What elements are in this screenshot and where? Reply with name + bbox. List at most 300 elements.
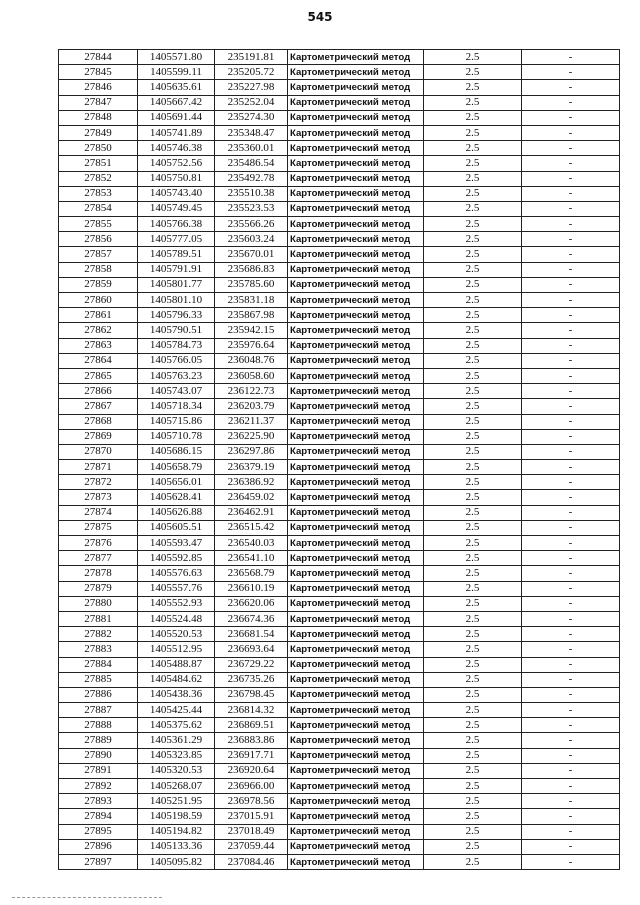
method-cell: Картометрический метод <box>288 232 424 247</box>
point-number-cell: 27865 <box>59 368 138 383</box>
y-coordinate-cell: 236462.91 <box>215 505 288 520</box>
accuracy-cell: 2.5 <box>424 353 522 368</box>
point-number-cell: 27880 <box>59 596 138 611</box>
accuracy-cell: 2.5 <box>424 581 522 596</box>
point-number-cell: 27856 <box>59 232 138 247</box>
y-coordinate-cell: 237059.44 <box>215 839 288 854</box>
table-row <box>59 505 620 520</box>
table-row <box>59 703 620 718</box>
accuracy-cell: 2.5 <box>424 110 522 125</box>
y-coordinate-cell: 237084.46 <box>215 854 288 869</box>
accuracy-cell: 2.5 <box>424 414 522 429</box>
note-cell: - <box>522 232 620 247</box>
note-cell: - <box>522 718 620 733</box>
accuracy-cell: 2.5 <box>424 95 522 110</box>
y-coordinate-cell: 235831.18 <box>215 293 288 308</box>
point-number-cell: 27844 <box>59 50 138 65</box>
method-cell: Картометрический метод <box>288 262 424 277</box>
table-row <box>59 384 620 399</box>
table-row <box>59 824 620 839</box>
point-number-cell: 27846 <box>59 80 138 95</box>
method-cell: Картометрический метод <box>288 854 424 869</box>
table-row <box>59 611 620 626</box>
method-cell: Картометрический метод <box>288 490 424 505</box>
method-cell: Картометрический метод <box>288 141 424 156</box>
method-cell: Картометрический метод <box>288 687 424 702</box>
accuracy-cell: 2.5 <box>424 141 522 156</box>
table-row <box>59 338 620 353</box>
method-cell: Картометрический метод <box>288 399 424 414</box>
accuracy-cell: 2.5 <box>424 687 522 702</box>
x-coordinate-cell: 1405686.15 <box>138 444 215 459</box>
point-number-cell: 27879 <box>59 581 138 596</box>
table-row <box>59 475 620 490</box>
x-coordinate-cell: 1405438.36 <box>138 687 215 702</box>
y-coordinate-cell: 235566.26 <box>215 217 288 232</box>
page-number: 545 <box>307 10 333 24</box>
accuracy-cell: 2.5 <box>424 368 522 383</box>
table-row <box>59 429 620 444</box>
x-coordinate-cell: 1405488.87 <box>138 657 215 672</box>
point-number-cell: 27885 <box>59 672 138 687</box>
note-cell: - <box>522 596 620 611</box>
table-row <box>59 748 620 763</box>
table-row <box>59 141 620 156</box>
accuracy-cell: 2.5 <box>424 338 522 353</box>
note-cell: - <box>522 65 620 80</box>
y-coordinate-cell: 236620.06 <box>215 596 288 611</box>
table-row <box>59 854 620 869</box>
point-number-cell: 27881 <box>59 611 138 626</box>
method-cell: Картометрический метод <box>288 368 424 383</box>
accuracy-cell: 2.5 <box>424 201 522 216</box>
note-cell: - <box>522 50 620 65</box>
accuracy-cell: 2.5 <box>424 262 522 277</box>
table-row <box>59 627 620 642</box>
method-cell: Картометрический метод <box>288 444 424 459</box>
y-coordinate-cell: 236883.86 <box>215 733 288 748</box>
table-row <box>59 581 620 596</box>
x-coordinate-cell: 1405749.45 <box>138 201 215 216</box>
x-coordinate-cell: 1405710.78 <box>138 429 215 444</box>
accuracy-cell: 2.5 <box>424 65 522 80</box>
table-row <box>59 201 620 216</box>
note-cell: - <box>522 642 620 657</box>
point-number-cell: 27869 <box>59 429 138 444</box>
table-row <box>59 763 620 778</box>
y-coordinate-cell: 236917.71 <box>215 748 288 763</box>
note-cell: - <box>522 384 620 399</box>
table-row <box>59 687 620 702</box>
method-cell: Картометрический метод <box>288 460 424 475</box>
table-row <box>59 718 620 733</box>
method-cell: Картометрический метод <box>288 551 424 566</box>
accuracy-cell: 2.5 <box>424 277 522 292</box>
accuracy-cell: 2.5 <box>424 733 522 748</box>
coordinates-table <box>58 49 620 870</box>
point-number-cell: 27860 <box>59 293 138 308</box>
y-coordinate-cell: 236203.79 <box>215 399 288 414</box>
method-cell: Картометрический метод <box>288 642 424 657</box>
accuracy-cell: 2.5 <box>424 80 522 95</box>
y-coordinate-cell: 236541.10 <box>215 551 288 566</box>
accuracy-cell: 2.5 <box>424 794 522 809</box>
table-row <box>59 414 620 429</box>
x-coordinate-cell: 1405766.38 <box>138 217 215 232</box>
table-row <box>59 217 620 232</box>
y-coordinate-cell: 235205.72 <box>215 65 288 80</box>
note-cell: - <box>522 110 620 125</box>
y-coordinate-cell: 236798.45 <box>215 687 288 702</box>
table-row <box>59 232 620 247</box>
x-coordinate-cell: 1405691.44 <box>138 110 215 125</box>
accuracy-cell: 2.5 <box>424 186 522 201</box>
accuracy-cell: 2.5 <box>424 156 522 171</box>
method-cell: Картометрический метод <box>288 536 424 551</box>
point-number-cell: 27893 <box>59 794 138 809</box>
table-row <box>59 368 620 383</box>
note-cell: - <box>522 627 620 642</box>
note-cell: - <box>522 520 620 535</box>
point-number-cell: 27889 <box>59 733 138 748</box>
point-number-cell: 27884 <box>59 657 138 672</box>
y-coordinate-cell: 236211.37 <box>215 414 288 429</box>
note-cell: - <box>522 687 620 702</box>
method-cell: Картометрический метод <box>288 156 424 171</box>
x-coordinate-cell: 1405194.82 <box>138 824 215 839</box>
x-coordinate-cell: 1405741.89 <box>138 125 215 140</box>
y-coordinate-cell: 235348.47 <box>215 125 288 140</box>
note-cell: - <box>522 217 620 232</box>
point-number-cell: 27857 <box>59 247 138 262</box>
method-cell: Картометрический метод <box>288 95 424 110</box>
y-coordinate-cell: 236610.19 <box>215 581 288 596</box>
x-coordinate-cell: 1405766.05 <box>138 353 215 368</box>
x-coordinate-cell: 1405626.88 <box>138 505 215 520</box>
x-coordinate-cell: 1405784.73 <box>138 338 215 353</box>
method-cell: Картометрический метод <box>288 611 424 626</box>
table-row <box>59 262 620 277</box>
y-coordinate-cell: 236386.92 <box>215 475 288 490</box>
y-coordinate-cell: 237018.49 <box>215 824 288 839</box>
note-cell: - <box>522 323 620 338</box>
x-coordinate-cell: 1405198.59 <box>138 809 215 824</box>
y-coordinate-cell: 236540.03 <box>215 536 288 551</box>
x-coordinate-cell: 1405635.61 <box>138 80 215 95</box>
method-cell: Картометрический метод <box>288 748 424 763</box>
x-coordinate-cell: 1405576.63 <box>138 566 215 581</box>
y-coordinate-cell: 235523.53 <box>215 201 288 216</box>
method-cell: Картометрический метод <box>288 50 424 65</box>
accuracy-cell: 2.5 <box>424 536 522 551</box>
method-cell: Картометрический метод <box>288 308 424 323</box>
note-cell: - <box>522 566 620 581</box>
note-cell: - <box>522 748 620 763</box>
note-cell: - <box>522 262 620 277</box>
note-cell: - <box>522 156 620 171</box>
table-row <box>59 171 620 186</box>
accuracy-cell: 2.5 <box>424 809 522 824</box>
accuracy-cell: 2.5 <box>424 429 522 444</box>
note-cell: - <box>522 779 620 794</box>
x-coordinate-cell: 1405746.38 <box>138 141 215 156</box>
method-cell: Картометрический метод <box>288 247 424 262</box>
accuracy-cell: 2.5 <box>424 672 522 687</box>
method-cell: Картометрический метод <box>288 293 424 308</box>
table-row <box>59 247 620 262</box>
y-coordinate-cell: 235492.78 <box>215 171 288 186</box>
method-cell: Картометрический метод <box>288 581 424 596</box>
accuracy-cell: 2.5 <box>424 475 522 490</box>
point-number-cell: 27852 <box>59 171 138 186</box>
x-coordinate-cell: 1405557.76 <box>138 581 215 596</box>
accuracy-cell: 2.5 <box>424 384 522 399</box>
method-cell: Картометрический метод <box>288 80 424 95</box>
y-coordinate-cell: 236122.73 <box>215 384 288 399</box>
point-number-cell: 27848 <box>59 110 138 125</box>
table-row <box>59 186 620 201</box>
note-cell: - <box>522 186 620 201</box>
accuracy-cell: 2.5 <box>424 490 522 505</box>
point-number-cell: 27868 <box>59 414 138 429</box>
table-row <box>59 642 620 657</box>
accuracy-cell: 2.5 <box>424 505 522 520</box>
table-row <box>59 672 620 687</box>
x-coordinate-cell: 1405750.81 <box>138 171 215 186</box>
note-cell: - <box>522 703 620 718</box>
y-coordinate-cell: 235976.64 <box>215 338 288 353</box>
note-cell: - <box>522 763 620 778</box>
method-cell: Картометрический метод <box>288 627 424 642</box>
accuracy-cell: 2.5 <box>424 444 522 459</box>
point-number-cell: 27858 <box>59 262 138 277</box>
table-row <box>59 95 620 110</box>
method-cell: Картометрический метод <box>288 353 424 368</box>
accuracy-cell: 2.5 <box>424 232 522 247</box>
table-row <box>59 733 620 748</box>
method-cell: Картометрический метод <box>288 763 424 778</box>
table-row <box>59 490 620 505</box>
table-row <box>59 657 620 672</box>
point-number-cell: 27897 <box>59 854 138 869</box>
note-cell: - <box>522 80 620 95</box>
method-cell: Картометрический метод <box>288 505 424 520</box>
table-row <box>59 353 620 368</box>
point-number-cell: 27875 <box>59 520 138 535</box>
accuracy-cell: 2.5 <box>424 399 522 414</box>
accuracy-cell: 2.5 <box>424 657 522 672</box>
table-row <box>59 125 620 140</box>
point-number-cell: 27850 <box>59 141 138 156</box>
y-coordinate-cell: 235510.38 <box>215 186 288 201</box>
accuracy-cell: 2.5 <box>424 854 522 869</box>
x-coordinate-cell: 1405743.07 <box>138 384 215 399</box>
note-cell: - <box>522 308 620 323</box>
note-cell: - <box>522 657 620 672</box>
y-coordinate-cell: 236693.64 <box>215 642 288 657</box>
y-coordinate-cell: 236674.36 <box>215 611 288 626</box>
method-cell: Картометрический метод <box>288 475 424 490</box>
point-number-cell: 27883 <box>59 642 138 657</box>
table-row <box>59 809 620 824</box>
y-coordinate-cell: 236225.90 <box>215 429 288 444</box>
x-coordinate-cell: 1405743.40 <box>138 186 215 201</box>
note-cell: - <box>522 475 620 490</box>
point-number-cell: 27873 <box>59 490 138 505</box>
y-coordinate-cell: 236681.54 <box>215 627 288 642</box>
point-number-cell: 27891 <box>59 763 138 778</box>
x-coordinate-cell: 1405251.95 <box>138 794 215 809</box>
y-coordinate-cell: 236058.60 <box>215 368 288 383</box>
point-number-cell: 27895 <box>59 824 138 839</box>
y-coordinate-cell: 235274.30 <box>215 110 288 125</box>
point-number-cell: 27882 <box>59 627 138 642</box>
point-number-cell: 27892 <box>59 779 138 794</box>
method-cell: Картометрический метод <box>288 323 424 338</box>
note-cell: - <box>522 171 620 186</box>
note-cell: - <box>522 247 620 262</box>
point-number-cell: 27855 <box>59 217 138 232</box>
method-cell: Картометрический метод <box>288 672 424 687</box>
y-coordinate-cell: 236515.42 <box>215 520 288 535</box>
point-number-cell: 27849 <box>59 125 138 140</box>
y-coordinate-cell: 235227.98 <box>215 80 288 95</box>
accuracy-cell: 2.5 <box>424 839 522 854</box>
accuracy-cell: 2.5 <box>424 247 522 262</box>
note-cell: - <box>522 794 620 809</box>
x-coordinate-cell: 1405796.33 <box>138 308 215 323</box>
accuracy-cell: 2.5 <box>424 627 522 642</box>
accuracy-cell: 2.5 <box>424 171 522 186</box>
method-cell: Картометрический метод <box>288 794 424 809</box>
accuracy-cell: 2.5 <box>424 125 522 140</box>
table-row <box>59 277 620 292</box>
note-cell: - <box>522 444 620 459</box>
table-body <box>59 50 620 870</box>
point-number-cell: 27877 <box>59 551 138 566</box>
x-coordinate-cell: 1405593.47 <box>138 536 215 551</box>
y-coordinate-cell: 235785.60 <box>215 277 288 292</box>
table-row <box>59 839 620 854</box>
x-coordinate-cell: 1405320.53 <box>138 763 215 778</box>
x-coordinate-cell: 1405095.82 <box>138 854 215 869</box>
method-cell: Картометрический метод <box>288 733 424 748</box>
note-cell: - <box>522 141 620 156</box>
y-coordinate-cell: 235252.04 <box>215 95 288 110</box>
y-coordinate-cell: 236814.32 <box>215 703 288 718</box>
table-row <box>59 779 620 794</box>
accuracy-cell: 2.5 <box>424 460 522 475</box>
method-cell: Картометрический метод <box>288 520 424 535</box>
method-cell: Картометрический метод <box>288 171 424 186</box>
table-row <box>59 308 620 323</box>
y-coordinate-cell: 236048.76 <box>215 353 288 368</box>
table-row <box>59 536 620 551</box>
note-cell: - <box>522 536 620 551</box>
method-cell: Картометрический метод <box>288 596 424 611</box>
method-cell: Картометрический метод <box>288 125 424 140</box>
point-number-cell: 27886 <box>59 687 138 702</box>
note-cell: - <box>522 839 620 854</box>
footer-divider <box>12 897 162 898</box>
method-cell: Картометрический метод <box>288 186 424 201</box>
method-cell: Картометрический метод <box>288 809 424 824</box>
point-number-cell: 27887 <box>59 703 138 718</box>
x-coordinate-cell: 1405801.77 <box>138 277 215 292</box>
y-coordinate-cell: 235670.01 <box>215 247 288 262</box>
note-cell: - <box>522 399 620 414</box>
method-cell: Картометрический метод <box>288 718 424 733</box>
y-coordinate-cell: 236978.56 <box>215 794 288 809</box>
x-coordinate-cell: 1405777.05 <box>138 232 215 247</box>
note-cell: - <box>522 854 620 869</box>
point-number-cell: 27890 <box>59 748 138 763</box>
table-row <box>59 50 620 65</box>
note-cell: - <box>522 338 620 353</box>
point-number-cell: 27896 <box>59 839 138 854</box>
x-coordinate-cell: 1405512.95 <box>138 642 215 657</box>
note-cell: - <box>522 672 620 687</box>
accuracy-cell: 2.5 <box>424 323 522 338</box>
point-number-cell: 27847 <box>59 95 138 110</box>
point-number-cell: 27870 <box>59 444 138 459</box>
y-coordinate-cell: 236735.26 <box>215 672 288 687</box>
y-coordinate-cell: 235867.98 <box>215 308 288 323</box>
x-coordinate-cell: 1405268.07 <box>138 779 215 794</box>
method-cell: Картометрический метод <box>288 338 424 353</box>
y-coordinate-cell: 236379.19 <box>215 460 288 475</box>
point-number-cell: 27867 <box>59 399 138 414</box>
x-coordinate-cell: 1405571.80 <box>138 50 215 65</box>
table-row <box>59 596 620 611</box>
note-cell: - <box>522 429 620 444</box>
accuracy-cell: 2.5 <box>424 308 522 323</box>
point-number-cell: 27862 <box>59 323 138 338</box>
note-cell: - <box>522 733 620 748</box>
point-number-cell: 27861 <box>59 308 138 323</box>
table-row <box>59 551 620 566</box>
table-row <box>59 80 620 95</box>
y-coordinate-cell: 235191.81 <box>215 50 288 65</box>
x-coordinate-cell: 1405667.42 <box>138 95 215 110</box>
note-cell: - <box>522 551 620 566</box>
accuracy-cell: 2.5 <box>424 642 522 657</box>
table-row <box>59 399 620 414</box>
x-coordinate-cell: 1405361.29 <box>138 733 215 748</box>
accuracy-cell: 2.5 <box>424 763 522 778</box>
x-coordinate-cell: 1405658.79 <box>138 460 215 475</box>
point-number-cell: 27859 <box>59 277 138 292</box>
table-row <box>59 323 620 338</box>
table-row <box>59 65 620 80</box>
note-cell: - <box>522 809 620 824</box>
x-coordinate-cell: 1405552.93 <box>138 596 215 611</box>
point-number-cell: 27863 <box>59 338 138 353</box>
point-number-cell: 27878 <box>59 566 138 581</box>
accuracy-cell: 2.5 <box>424 566 522 581</box>
note-cell: - <box>522 125 620 140</box>
note-cell: - <box>522 95 620 110</box>
method-cell: Картометрический метод <box>288 110 424 125</box>
method-cell: Картометрический метод <box>288 839 424 854</box>
accuracy-cell: 2.5 <box>424 217 522 232</box>
note-cell: - <box>522 490 620 505</box>
point-number-cell: 27864 <box>59 353 138 368</box>
method-cell: Картометрический метод <box>288 414 424 429</box>
method-cell: Картометрический метод <box>288 429 424 444</box>
y-coordinate-cell: 235942.15 <box>215 323 288 338</box>
y-coordinate-cell: 236297.86 <box>215 444 288 459</box>
